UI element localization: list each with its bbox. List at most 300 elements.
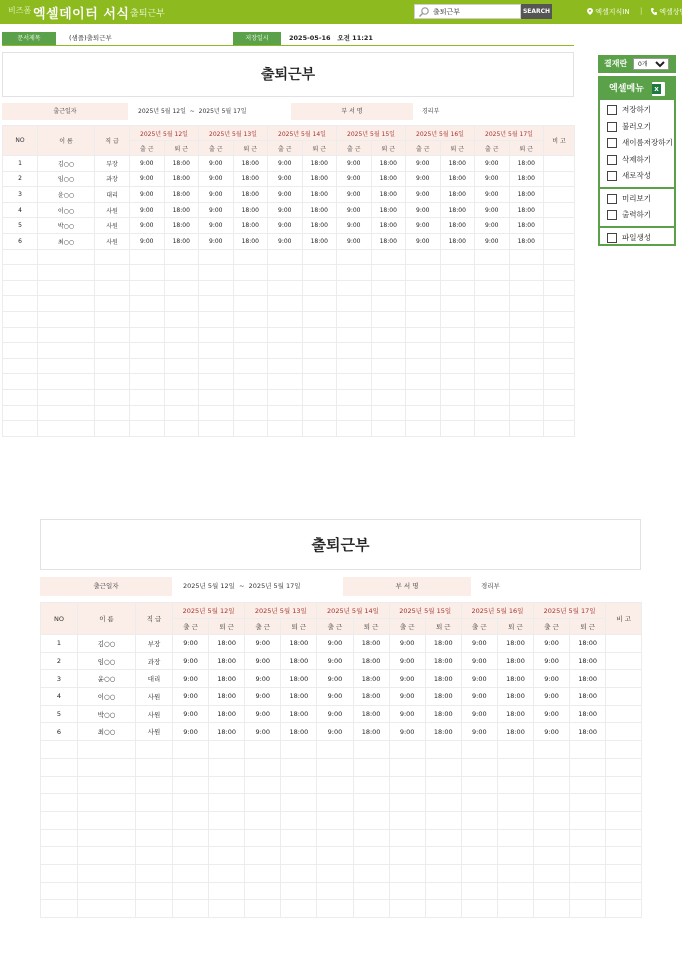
cell-clock-in[interactable] <box>199 249 234 265</box>
menu-item[interactable] <box>600 207 674 224</box>
cell-clock-out[interactable] <box>209 864 245 882</box>
cell-note[interactable] <box>606 900 642 918</box>
cell-clock-in[interactable] <box>199 421 234 437</box>
cell-clock-in[interactable] <box>317 829 353 847</box>
cell-clock-in[interactable]: 9:00 <box>173 670 209 688</box>
cell-name[interactable] <box>38 405 95 421</box>
cell-clock-out[interactable]: 18:00 <box>281 723 317 741</box>
cell-clock-out[interactable]: 18:00 <box>570 705 606 723</box>
cell-clock-out[interactable] <box>281 776 317 794</box>
cell-clock-out[interactable]: 18:00 <box>509 202 544 218</box>
cell-clock-in[interactable] <box>268 358 303 374</box>
cell-clock-out[interactable]: 18:00 <box>233 218 268 234</box>
cell-name[interactable] <box>38 343 95 359</box>
cell-name[interactable] <box>38 296 95 312</box>
cell-rank[interactable] <box>95 421 130 437</box>
cell-clock-out[interactable] <box>302 358 337 374</box>
cell-clock-out[interactable] <box>164 311 199 327</box>
cell-clock-in[interactable]: 9:00 <box>389 670 425 688</box>
cell-clock-in[interactable] <box>173 864 209 882</box>
menu-item[interactable] <box>600 168 674 185</box>
cell-clock-out[interactable] <box>302 311 337 327</box>
cell-clock-out[interactable] <box>233 389 268 405</box>
cell-clock-in[interactable] <box>268 311 303 327</box>
cell-clock-out[interactable]: 18:00 <box>164 202 199 218</box>
period-value[interactable] <box>138 103 288 120</box>
cell-clock-in[interactable]: 9:00 <box>199 187 234 203</box>
cell-clock-in[interactable]: 9:00 <box>173 705 209 723</box>
cell-rank[interactable]: 부장 <box>95 156 130 172</box>
cell-clock-out[interactable]: 18:00 <box>509 156 544 172</box>
cell-clock-out[interactable] <box>302 343 337 359</box>
cell-clock-out[interactable] <box>509 358 544 374</box>
cell-clock-out[interactable]: 18:00 <box>302 233 337 249</box>
cell-name[interactable] <box>78 776 136 794</box>
cell-clock-out[interactable] <box>440 280 475 296</box>
cell-clock-out[interactable] <box>209 882 245 900</box>
cell-clock-in[interactable]: 9:00 <box>130 218 165 234</box>
cell-clock-out[interactable] <box>509 265 544 281</box>
cell-no[interactable] <box>41 758 78 776</box>
cell-note[interactable] <box>544 421 575 437</box>
cell-clock-in[interactable] <box>130 389 165 405</box>
cell-clock-in[interactable]: 9:00 <box>317 670 353 688</box>
cell-clock-in[interactable] <box>130 296 165 312</box>
cell-clock-out[interactable] <box>425 864 461 882</box>
cell-clock-out[interactable] <box>425 829 461 847</box>
cell-no[interactable]: 4 <box>41 688 78 706</box>
cell-clock-in[interactable]: 9:00 <box>337 171 372 187</box>
cell-clock-out[interactable] <box>440 265 475 281</box>
cell-clock-in[interactable] <box>475 327 510 343</box>
cell-clock-out[interactable]: 18:00 <box>353 723 389 741</box>
cell-clock-in[interactable] <box>389 794 425 812</box>
cell-note[interactable] <box>606 688 642 706</box>
cell-clock-out[interactable]: 18:00 <box>371 156 406 172</box>
cell-clock-out[interactable] <box>281 847 317 865</box>
cell-clock-out[interactable]: 18:00 <box>371 218 406 234</box>
cell-clock-in[interactable] <box>534 882 570 900</box>
cell-clock-out[interactable] <box>353 829 389 847</box>
cell-clock-out[interactable] <box>281 829 317 847</box>
cell-clock-in[interactable] <box>130 374 165 390</box>
cell-clock-in[interactable] <box>389 776 425 794</box>
cell-clock-in[interactable] <box>337 265 372 281</box>
cell-clock-out[interactable]: 18:00 <box>509 233 544 249</box>
cell-no[interactable]: 1 <box>3 156 38 172</box>
cell-clock-in[interactable] <box>245 758 281 776</box>
cell-note[interactable] <box>544 156 575 172</box>
cell-clock-in[interactable] <box>534 811 570 829</box>
cell-clock-out[interactable] <box>164 358 199 374</box>
cell-clock-in[interactable] <box>389 741 425 759</box>
cell-clock-out[interactable] <box>509 389 544 405</box>
cell-clock-in[interactable] <box>245 776 281 794</box>
cell-clock-in[interactable] <box>337 327 372 343</box>
cell-clock-out[interactable]: 18:00 <box>164 156 199 172</box>
cell-clock-in[interactable] <box>534 776 570 794</box>
cell-clock-out[interactable]: 18:00 <box>371 187 406 203</box>
cell-name[interactable]: 김○○ <box>38 156 95 172</box>
cell-clock-in[interactable] <box>475 311 510 327</box>
cell-clock-in[interactable] <box>199 389 234 405</box>
cell-name[interactable] <box>78 811 136 829</box>
cell-clock-out[interactable]: 18:00 <box>353 635 389 653</box>
cell-clock-out[interactable]: 18:00 <box>371 171 406 187</box>
cell-clock-out[interactable]: 18:00 <box>209 705 245 723</box>
cell-clock-in[interactable] <box>268 374 303 390</box>
cell-clock-out[interactable]: 18:00 <box>440 233 475 249</box>
cell-clock-in[interactable]: 9:00 <box>406 171 441 187</box>
cell-clock-out[interactable] <box>164 389 199 405</box>
cell-clock-in[interactable]: 9:00 <box>475 202 510 218</box>
cell-clock-out[interactable]: 18:00 <box>302 202 337 218</box>
cell-no[interactable] <box>3 389 38 405</box>
cell-clock-in[interactable] <box>173 776 209 794</box>
cell-clock-in[interactable] <box>130 358 165 374</box>
cell-clock-out[interactable]: 18:00 <box>440 156 475 172</box>
cell-clock-out[interactable] <box>440 311 475 327</box>
cell-clock-out[interactable] <box>509 374 544 390</box>
cell-clock-out[interactable] <box>209 741 245 759</box>
cell-clock-in[interactable] <box>534 758 570 776</box>
cell-clock-in[interactable] <box>317 776 353 794</box>
approval-count-select[interactable] <box>633 58 669 70</box>
cell-clock-out[interactable]: 18:00 <box>425 670 461 688</box>
cell-rank[interactable]: 과장 <box>95 171 130 187</box>
cell-name[interactable]: 이○○ <box>78 688 136 706</box>
cell-no[interactable]: 6 <box>41 723 78 741</box>
cell-clock-out[interactable]: 18:00 <box>209 723 245 741</box>
cell-name[interactable]: 박○○ <box>38 218 95 234</box>
cell-rank[interactable] <box>136 811 173 829</box>
cell-clock-in[interactable] <box>130 327 165 343</box>
cell-clock-in[interactable] <box>245 847 281 865</box>
cell-clock-in[interactable]: 9:00 <box>461 705 497 723</box>
cell-clock-out[interactable] <box>570 794 606 812</box>
cell-clock-in[interactable] <box>475 374 510 390</box>
cell-clock-in[interactable] <box>268 296 303 312</box>
cell-clock-out[interactable] <box>440 421 475 437</box>
cell-clock-in[interactable] <box>406 374 441 390</box>
cell-no[interactable]: 5 <box>41 705 78 723</box>
cell-clock-out[interactable] <box>164 405 199 421</box>
cell-clock-out[interactable] <box>233 358 268 374</box>
cell-note[interactable] <box>544 233 575 249</box>
cell-no[interactable]: 4 <box>3 202 38 218</box>
cell-rank[interactable] <box>95 358 130 374</box>
cell-clock-out[interactable] <box>353 900 389 918</box>
cell-rank[interactable] <box>136 829 173 847</box>
cell-clock-in[interactable] <box>245 900 281 918</box>
cell-clock-in[interactable]: 9:00 <box>173 723 209 741</box>
cell-clock-out[interactable] <box>570 847 606 865</box>
cell-clock-in[interactable]: 9:00 <box>245 652 281 670</box>
cell-clock-in[interactable]: 9:00 <box>534 635 570 653</box>
cell-clock-out[interactable] <box>497 758 533 776</box>
cell-clock-out[interactable] <box>509 249 544 265</box>
cell-note[interactable] <box>544 249 575 265</box>
cell-note[interactable] <box>544 358 575 374</box>
cell-rank[interactable]: 사원 <box>136 723 173 741</box>
cell-note[interactable] <box>544 202 575 218</box>
cell-note[interactable] <box>606 829 642 847</box>
cell-clock-out[interactable] <box>164 327 199 343</box>
cell-no[interactable] <box>3 249 38 265</box>
cell-clock-in[interactable] <box>406 389 441 405</box>
cell-clock-out[interactable] <box>509 343 544 359</box>
cell-rank[interactable]: 부장 <box>136 635 173 653</box>
cell-clock-out[interactable]: 18:00 <box>570 670 606 688</box>
cell-clock-in[interactable] <box>461 882 497 900</box>
cell-clock-out[interactable]: 18:00 <box>371 202 406 218</box>
cell-clock-out[interactable]: 18:00 <box>497 688 533 706</box>
cell-clock-in[interactable] <box>268 249 303 265</box>
cell-clock-out[interactable]: 18:00 <box>233 233 268 249</box>
cell-rank[interactable]: 사원 <box>95 233 130 249</box>
cell-clock-out[interactable] <box>302 265 337 281</box>
cell-name[interactable]: 임○○ <box>38 171 95 187</box>
cell-rank[interactable] <box>136 776 173 794</box>
cell-clock-out[interactable] <box>425 900 461 918</box>
cell-no[interactable]: 2 <box>41 652 78 670</box>
cell-clock-in[interactable]: 9:00 <box>475 156 510 172</box>
cell-clock-in[interactable]: 9:00 <box>337 233 372 249</box>
cell-clock-out[interactable] <box>233 327 268 343</box>
cell-clock-out[interactable]: 18:00 <box>353 705 389 723</box>
cell-clock-out[interactable] <box>209 794 245 812</box>
cell-clock-in[interactable] <box>475 343 510 359</box>
excel-consult-link[interactable] <box>651 7 686 17</box>
cell-clock-in[interactable] <box>406 421 441 437</box>
cell-clock-in[interactable]: 9:00 <box>461 688 497 706</box>
cell-name[interactable]: 윤○○ <box>38 187 95 203</box>
cell-clock-in[interactable] <box>406 280 441 296</box>
cell-clock-out[interactable] <box>440 296 475 312</box>
cell-clock-out[interactable]: 18:00 <box>570 688 606 706</box>
cell-clock-out[interactable] <box>302 296 337 312</box>
cell-clock-out[interactable]: 18:00 <box>302 218 337 234</box>
cell-clock-in[interactable] <box>534 829 570 847</box>
cell-note[interactable] <box>544 311 575 327</box>
cell-clock-out[interactable] <box>371 280 406 296</box>
cell-clock-out[interactable] <box>425 758 461 776</box>
cell-clock-out[interactable] <box>302 280 337 296</box>
cell-clock-out[interactable]: 18:00 <box>509 187 544 203</box>
cell-clock-in[interactable] <box>173 741 209 759</box>
cell-name[interactable]: 김○○ <box>78 635 136 653</box>
cell-clock-in[interactable]: 9:00 <box>130 171 165 187</box>
cell-note[interactable] <box>606 882 642 900</box>
cell-clock-in[interactable]: 9:00 <box>173 635 209 653</box>
cell-no[interactable] <box>41 776 78 794</box>
cell-clock-out[interactable]: 18:00 <box>353 670 389 688</box>
cell-clock-out[interactable] <box>570 829 606 847</box>
cell-clock-in[interactable] <box>461 758 497 776</box>
cell-clock-in[interactable]: 9:00 <box>461 723 497 741</box>
cell-note[interactable] <box>606 635 642 653</box>
cell-clock-out[interactable] <box>371 421 406 437</box>
cell-clock-out[interactable]: 18:00 <box>353 652 389 670</box>
doc-title-value[interactable]: (샘플)출퇴근부 <box>69 34 112 42</box>
cell-clock-out[interactable] <box>425 811 461 829</box>
cell-clock-in[interactable]: 9:00 <box>475 218 510 234</box>
cell-clock-in[interactable] <box>389 864 425 882</box>
cell-rank[interactable] <box>95 296 130 312</box>
cell-name[interactable] <box>38 327 95 343</box>
cell-clock-in[interactable] <box>268 265 303 281</box>
cell-clock-out[interactable] <box>209 776 245 794</box>
cell-rank[interactable] <box>136 882 173 900</box>
cell-clock-in[interactable] <box>534 741 570 759</box>
cell-clock-out[interactable] <box>164 280 199 296</box>
cell-no[interactable] <box>41 794 78 812</box>
cell-clock-out[interactable] <box>371 374 406 390</box>
cell-clock-in[interactable] <box>475 280 510 296</box>
cell-clock-out[interactable]: 18:00 <box>233 202 268 218</box>
cell-clock-out[interactable] <box>371 389 406 405</box>
cell-clock-in[interactable] <box>130 405 165 421</box>
cell-clock-out[interactable] <box>353 776 389 794</box>
cell-clock-in[interactable] <box>130 421 165 437</box>
cell-clock-in[interactable] <box>173 847 209 865</box>
cell-clock-out[interactable] <box>497 864 533 882</box>
cell-rank[interactable]: 대리 <box>136 670 173 688</box>
cell-name[interactable] <box>38 358 95 374</box>
cell-clock-out[interactable] <box>371 265 406 281</box>
cell-clock-out[interactable]: 18:00 <box>164 233 199 249</box>
cell-note[interactable] <box>606 847 642 865</box>
cell-clock-in[interactable]: 9:00 <box>389 705 425 723</box>
cell-clock-out[interactable] <box>371 311 406 327</box>
cell-clock-out[interactable]: 18:00 <box>302 156 337 172</box>
cell-clock-out[interactable] <box>440 327 475 343</box>
cell-clock-in[interactable]: 9:00 <box>534 652 570 670</box>
cell-clock-in[interactable]: 9:00 <box>475 171 510 187</box>
cell-clock-in[interactable] <box>461 811 497 829</box>
cell-clock-in[interactable]: 9:00 <box>475 187 510 203</box>
cell-note[interactable] <box>544 389 575 405</box>
cell-clock-out[interactable]: 18:00 <box>233 156 268 172</box>
cell-clock-out[interactable] <box>353 794 389 812</box>
cell-clock-in[interactable] <box>389 829 425 847</box>
cell-name[interactable]: 이○○ <box>38 202 95 218</box>
cell-clock-out[interactable] <box>425 794 461 812</box>
cell-clock-out[interactable]: 18:00 <box>164 218 199 234</box>
cell-clock-out[interactable] <box>302 405 337 421</box>
cell-clock-out[interactable] <box>353 847 389 865</box>
cell-clock-out[interactable] <box>233 343 268 359</box>
cell-note[interactable] <box>544 218 575 234</box>
cell-name[interactable]: 박○○ <box>78 705 136 723</box>
cell-clock-out[interactable]: 18:00 <box>509 171 544 187</box>
cell-clock-in[interactable] <box>406 249 441 265</box>
cell-clock-out[interactable] <box>302 421 337 437</box>
cell-clock-out[interactable] <box>440 374 475 390</box>
cell-no[interactable] <box>3 265 38 281</box>
cell-rank[interactable]: 사원 <box>136 705 173 723</box>
cell-clock-in[interactable] <box>130 249 165 265</box>
cell-note[interactable] <box>544 187 575 203</box>
cell-clock-out[interactable] <box>371 327 406 343</box>
cell-clock-in[interactable]: 9:00 <box>268 218 303 234</box>
cell-clock-in[interactable]: 9:00 <box>337 156 372 172</box>
cell-clock-in[interactable] <box>406 296 441 312</box>
cell-clock-out[interactable] <box>302 374 337 390</box>
cell-clock-in[interactable]: 9:00 <box>130 233 165 249</box>
cell-clock-out[interactable]: 18:00 <box>302 187 337 203</box>
cell-clock-out[interactable]: 18:00 <box>570 652 606 670</box>
cell-rank[interactable] <box>95 405 130 421</box>
cell-no[interactable] <box>3 311 38 327</box>
cell-clock-out[interactable] <box>570 900 606 918</box>
cell-clock-out[interactable] <box>164 249 199 265</box>
cell-clock-out[interactable]: 18:00 <box>425 688 461 706</box>
cell-clock-in[interactable]: 9:00 <box>534 723 570 741</box>
cell-clock-out[interactable] <box>353 758 389 776</box>
cell-clock-in[interactable]: 9:00 <box>317 723 353 741</box>
cell-clock-in[interactable] <box>199 327 234 343</box>
cell-rank[interactable]: 사원 <box>95 202 130 218</box>
cell-clock-out[interactable] <box>209 758 245 776</box>
cell-clock-in[interactable] <box>317 811 353 829</box>
cell-clock-in[interactable] <box>534 864 570 882</box>
cell-clock-out[interactable]: 18:00 <box>233 187 268 203</box>
cell-clock-out[interactable]: 18:00 <box>209 688 245 706</box>
cell-clock-out[interactable]: 18:00 <box>440 202 475 218</box>
cell-name[interactable] <box>38 265 95 281</box>
cell-clock-out[interactable]: 18:00 <box>425 723 461 741</box>
cell-clock-out[interactable]: 18:00 <box>509 218 544 234</box>
cell-clock-in[interactable] <box>337 249 372 265</box>
cell-clock-out[interactable] <box>570 864 606 882</box>
cell-note[interactable] <box>544 343 575 359</box>
cell-clock-in[interactable]: 9:00 <box>461 635 497 653</box>
cell-clock-out[interactable] <box>233 265 268 281</box>
cell-note[interactable] <box>606 723 642 741</box>
cell-clock-out[interactable] <box>497 794 533 812</box>
cell-clock-in[interactable] <box>268 280 303 296</box>
cell-clock-out[interactable] <box>425 847 461 865</box>
cell-name[interactable] <box>78 794 136 812</box>
cell-clock-in[interactable] <box>317 900 353 918</box>
cell-note[interactable] <box>544 296 575 312</box>
cell-name[interactable] <box>78 829 136 847</box>
cell-rank[interactable] <box>95 311 130 327</box>
cell-clock-out[interactable] <box>497 811 533 829</box>
cell-clock-out[interactable] <box>353 882 389 900</box>
cell-no[interactable]: 1 <box>41 635 78 653</box>
cell-clock-out[interactable]: 18:00 <box>570 635 606 653</box>
cell-clock-in[interactable]: 9:00 <box>130 202 165 218</box>
cell-clock-out[interactable] <box>302 249 337 265</box>
cell-name[interactable] <box>38 249 95 265</box>
cell-clock-out[interactable] <box>440 249 475 265</box>
cell-clock-out[interactable] <box>509 280 544 296</box>
cell-clock-out[interactable]: 18:00 <box>281 670 317 688</box>
cell-clock-in[interactable] <box>173 900 209 918</box>
cell-clock-out[interactable] <box>281 882 317 900</box>
excel-knowledge-link[interactable] <box>587 7 630 17</box>
cell-note[interactable] <box>544 265 575 281</box>
cell-clock-out[interactable]: 18:00 <box>371 233 406 249</box>
cell-clock-out[interactable] <box>509 421 544 437</box>
cell-rank[interactable] <box>136 794 173 812</box>
cell-clock-in[interactable]: 9:00 <box>475 233 510 249</box>
cell-clock-out[interactable] <box>509 327 544 343</box>
cell-clock-in[interactable]: 9:00 <box>268 171 303 187</box>
cell-clock-out[interactable]: 18:00 <box>497 670 533 688</box>
